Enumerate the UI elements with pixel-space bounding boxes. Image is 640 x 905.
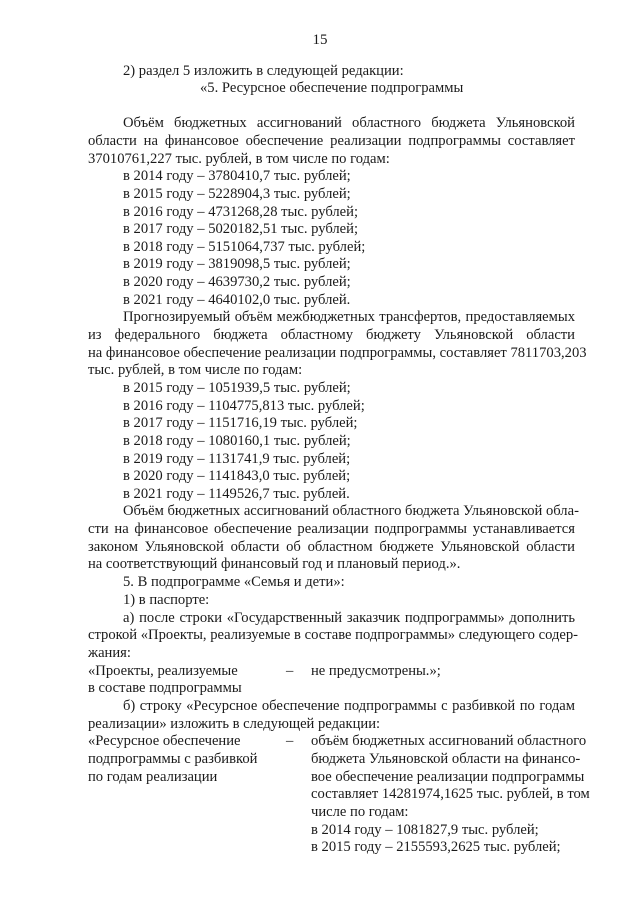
- row2-left-line2: подпрограммы с разбивкой: [88, 751, 258, 767]
- item5-a-line2: строкой «Проекты, реализуемые в составе подпрограммы» следующего содер-: [88, 627, 579, 643]
- para3-line4: на соответствующий финансовый год и плановый период.».: [88, 556, 461, 572]
- years2-item: в 2021 году – 1149526,7 тыс. рублей.: [123, 486, 350, 502]
- para2-line3: на финансовое обеспечение реализации подпрограммы, составляет 7811703,203: [88, 345, 587, 361]
- years2-item: в 2017 году – 1151716,19 тыс. рублей;: [123, 415, 358, 431]
- row2-right-line6: в 2014 году – 1081827,9 тыс. рублей;: [311, 822, 539, 838]
- para1-line3: 37010761,227 тыс. рублей, в том числе по годам:: [88, 151, 390, 167]
- item5-b-line1: б) строку «Ресурсное обеспечение подпрограммы с разбивкой по годам: [123, 698, 575, 714]
- para2-line4: тыс. рублей, в том числе по годам:: [88, 362, 303, 378]
- years1-item: в 2021 году – 4640102,0 тыс. рублей.: [123, 292, 351, 308]
- row2-right-line1: объём бюджетных ассигнований областного: [311, 733, 587, 749]
- row2-right-line5: числе по годам:: [311, 804, 409, 820]
- row2-left-line3: по годам реализации: [88, 769, 218, 785]
- item5-a-line1: а) после строки «Государственный заказчик подпрограммы» дополнить: [123, 610, 575, 626]
- years2-item: в 2018 году – 1080160,1 тыс. рублей;: [123, 433, 351, 449]
- para1-line1: Объём бюджетных ассигнований областного бюджета Ульяновской: [123, 115, 575, 131]
- row2-right-line3: вое обеспечение реализации подпрограммы: [311, 769, 585, 785]
- years1-item: в 2014 году – 3780410,7 тыс. рублей;: [123, 168, 351, 184]
- para3-line3: законом Ульяновской области об областном бюджете Ульяновской области: [88, 539, 575, 555]
- row2-left-line1: «Ресурсное обеспечение: [88, 733, 241, 749]
- para2-line2: из федерального бюджета областному бюджету Ульяновской области: [88, 327, 575, 343]
- row1-left-line1: «Проекты, реализуемые: [88, 663, 238, 679]
- para3-line1: Объём бюджетных ассигнований областного бюджета Ульяновской обла-: [123, 503, 579, 519]
- years1-item: в 2017 году – 5020182,51 тыс. рублей;: [123, 221, 359, 237]
- row1-left-line2: в составе подпрограммы: [88, 680, 242, 696]
- years1-item: в 2019 году – 3819098,5 тыс. рублей;: [123, 256, 351, 272]
- page-number: 15: [312, 32, 328, 48]
- years1-item: в 2018 году – 5151064,737 тыс. рублей;: [123, 239, 366, 255]
- section5-intro: 2) раздел 5 изложить в следующей редакции:: [123, 63, 404, 79]
- para1-line2: области на финансовое обеспечение реализации подпрограммы составляет: [88, 133, 575, 149]
- row2-dash: –: [286, 733, 294, 749]
- row2-right-line4: составляет 14281974,1625 тыс. рублей, в том: [311, 786, 590, 802]
- item5-line: 5. В подпрограмме «Семья и дети»:: [123, 574, 345, 590]
- years2-item: в 2020 году – 1141843,0 тыс. рублей;: [123, 468, 351, 484]
- row2-right-line2: бюджета Ульяновской области на финансо-: [311, 751, 581, 767]
- para2-line1: Прогнозируемый объём межбюджетных трансфертов, предоставляемых: [123, 309, 575, 325]
- years1-item: в 2020 году – 4639730,2 тыс. рублей;: [123, 274, 351, 290]
- years1-item: в 2015 году – 5228904,3 тыс. рублей;: [123, 186, 351, 202]
- years2-item: в 2016 году – 1104775,813 тыс. рублей;: [123, 398, 365, 414]
- row2-right-line7: в 2015 году – 2155593,2625 тыс. рублей;: [311, 839, 561, 855]
- row1-dash: –: [286, 663, 294, 679]
- years2-item: в 2015 году – 1051939,5 тыс. рублей;: [123, 380, 351, 396]
- years1-item: в 2016 году – 4731268,28 тыс. рублей;: [123, 204, 359, 220]
- item5-sub1: 1) в паспорте:: [123, 592, 210, 608]
- row1-right: не предусмотрены.»;: [311, 663, 441, 679]
- item5-b-line2: реализации» изложить в следующей редакции:: [88, 716, 381, 732]
- section5-heading: «5. Ресурсное обеспечение подпрограммы: [200, 80, 464, 96]
- item5-a-line3: жания:: [88, 645, 131, 661]
- years2-item: в 2019 году – 1131741,9 тыс. рублей;: [123, 451, 351, 467]
- para3-line2: сти на финансовое обеспечение реализации подпрограммы устанавливается: [88, 521, 575, 537]
